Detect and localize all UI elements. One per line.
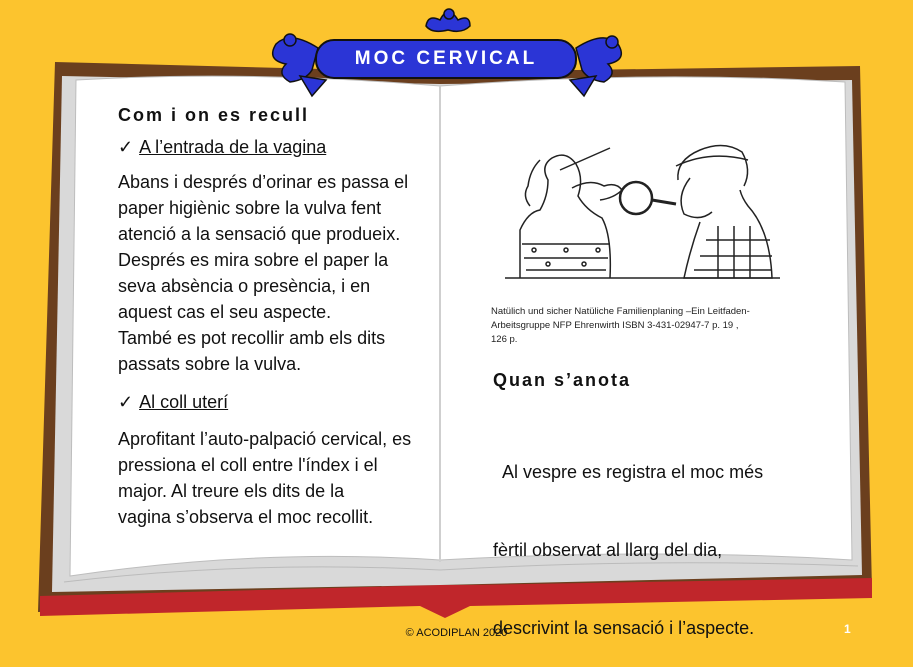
check-icon: ✓ bbox=[118, 137, 134, 157]
checklist-item-label: Al coll uterí bbox=[139, 392, 229, 412]
text-line: paper higiènic sobre la vulva fent bbox=[118, 198, 382, 218]
text-line: Després es mira sobre el paper la bbox=[118, 250, 389, 270]
paragraph-cervix bbox=[118, 426, 411, 530]
checklist-item-cervix bbox=[118, 392, 228, 413]
text-line: Aprofitant l’auto-palpació cervical, es bbox=[118, 429, 412, 449]
text-line: passats sobre la vulva. bbox=[118, 354, 302, 374]
paragraph-vaginal-entrance bbox=[118, 169, 408, 377]
text-line: fèrtil observat al llarg del dia, bbox=[493, 540, 723, 560]
text-line: seva absència o presència, i en bbox=[118, 276, 371, 296]
text-line: vagina s’observa el moc recollit. bbox=[118, 507, 374, 527]
text-line: atenció a la sensació que produeix. bbox=[118, 224, 401, 244]
image-caption bbox=[491, 305, 750, 347]
caption-line: Natülich und sicher Natüliche Familienplaning –Ein Leitfaden- bbox=[491, 306, 750, 317]
checklist-item-label: A l’entrada de la vagina bbox=[139, 137, 327, 157]
check-icon: ✓ bbox=[118, 392, 134, 412]
page-number: 1 bbox=[844, 622, 851, 636]
caption-line: Arbeitsgruppe NFP Ehrenwirth ISBN 3-431-02947-7 p. 19 , bbox=[491, 320, 739, 331]
text-line: major. Al treure els dits de la bbox=[118, 481, 345, 501]
section-heading-recording: Quan s’anota bbox=[493, 370, 632, 390]
text-line: Abans i després d’orinar es passa el bbox=[118, 172, 409, 192]
checklist-item-vaginal-entrance bbox=[118, 137, 326, 158]
text-line: Al vespre es registra el moc més bbox=[493, 462, 764, 482]
text-line: També es pot recollir amb els dits bbox=[118, 328, 386, 348]
text-line: descrivint la sensació i l’aspecte. bbox=[493, 618, 755, 638]
text-line: pressiona el coll entre l'índex i el bbox=[118, 455, 378, 475]
copyright-footer: © ACODIPLAN 2020 bbox=[405, 627, 508, 639]
page-title: MOC CERVICAL bbox=[354, 48, 538, 69]
text-line: aquest cas el seu aspecte. bbox=[118, 302, 332, 322]
caption-line: 126 p. bbox=[491, 334, 518, 345]
section-heading-collection: Com i on es recull bbox=[118, 105, 310, 125]
